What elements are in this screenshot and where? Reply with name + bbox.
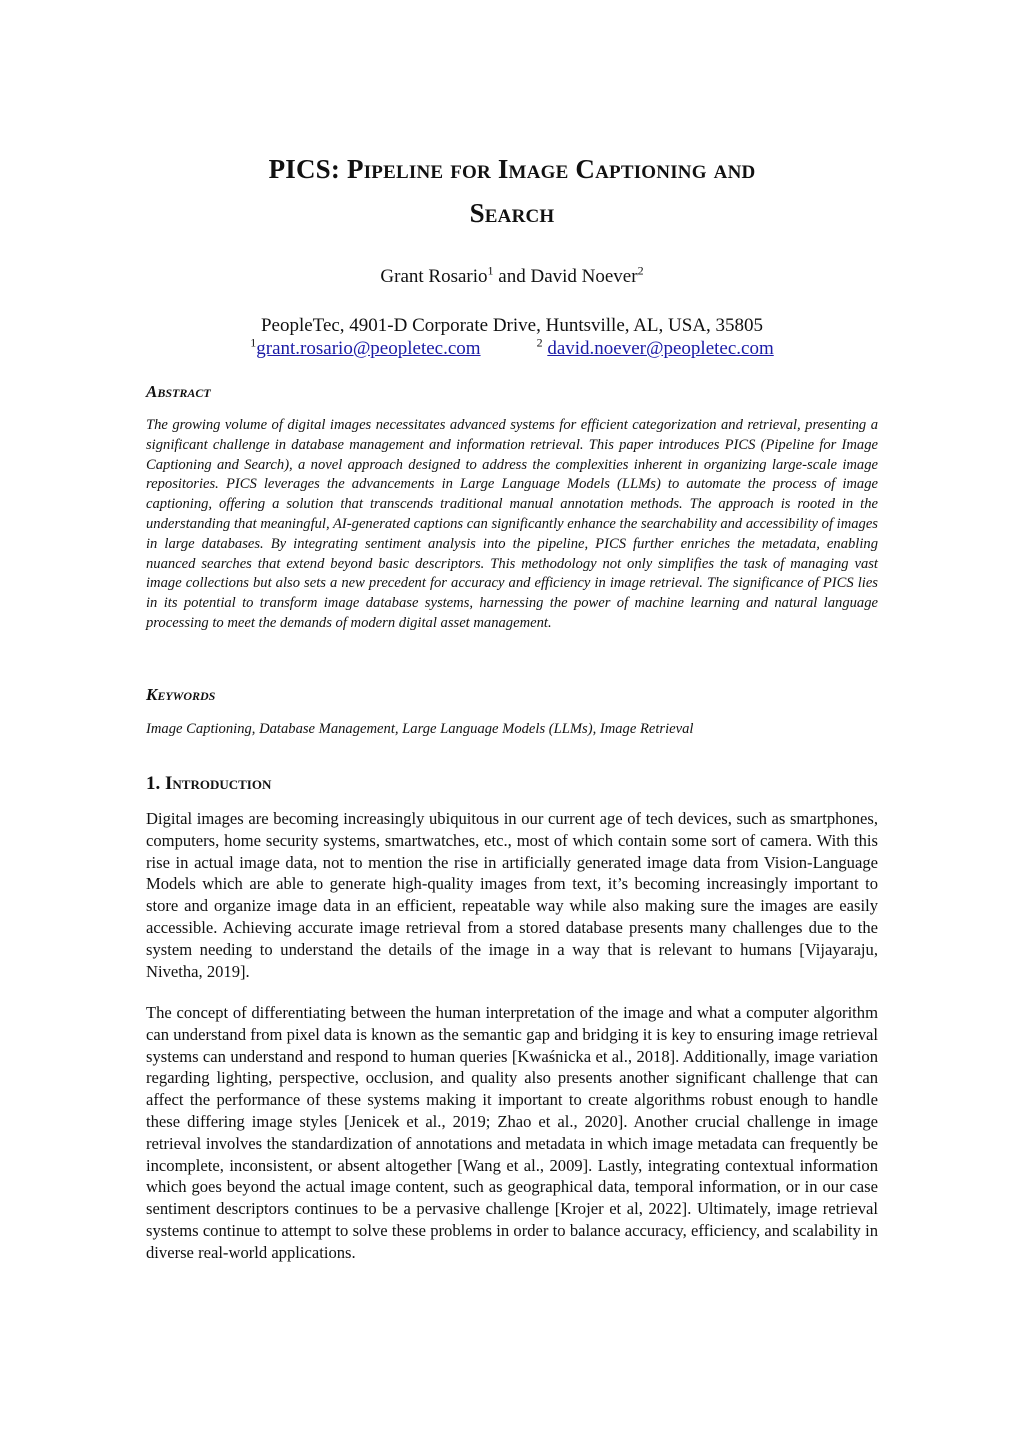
title-line-1: PICS: Pipeline for Image Captioning and [268, 154, 756, 184]
author-join: and [493, 266, 531, 287]
email-2-link[interactable]: david.noever@peopletec.com [547, 338, 774, 359]
email-line [0, 337, 1024, 361]
intro-paragraph-2: The concept of differentiating between the human interpretation of the image and what a computer algorithm can understand from pixel data is known as the semantic gap and bridging it is key to ensuring image retrieval systems can understand and respond to human queries [Kwaśnicka et al., 2018]. Additionally, image variation regarding lighting, perspective, occlusion, and quality also presents another significant challenge that can affect the performance of these systems making it important to create algorithms robust enough to handle these differing image styles [Jenicek et al., 2019; Zhao et al., 2020]. Another crucial challenge in image retrieval involves the standardization of annotations and metadata in which image metadata can frequently be incomplete, inconsistent, or absent altogether [Wang et al., 2009]. Lastly, integrating contextual information which goes beyond the actual image content, such as geographical data, temporal information, or in our case sentiment descriptors continues to be a pervasive challenge [Krojer et al, 2022]. Ultimately, image retrieval systems continue to attempt to solve these problems in order to balance accuracy, efficiency, and scalability in diverse real-world applications. [146, 1003, 878, 1262]
email-1-mark: 1 [250, 335, 257, 350]
author-1-affil-mark: 1 [487, 263, 494, 278]
author-line [0, 263, 1024, 288]
author-1: Grant Rosario [380, 266, 488, 287]
author-2-affil-mark: 2 [637, 263, 644, 278]
keywords-text: Image Captioning, Database Management, Large Language Models (LLMs), Image Retrieval [146, 721, 694, 737]
email-1-link[interactable]: grant.rosario@peopletec.com [256, 338, 481, 359]
introduction-heading: 1. Introduction [146, 773, 272, 794]
paper-title [120, 147, 904, 235]
author-2: David Noever [530, 266, 638, 287]
keywords-heading: Keywords [146, 685, 216, 704]
abstract-text: The growing volume of digital images necessitates advanced systems for efficient categorization and retrieval, presenting a significant challenge in database management and information retrieval. This paper introduces PICS (Pipeline for Image Captioning and Search), a novel approach designed to address the complexities inherent in organizing large-scale image repositories. PICS leverages the advancements in Large Language Models (LLMs) to automate the process of image captioning, offering a solution that transcends traditional manual annotation methods. The approach is rooted in the understanding that meaningful, AI-generated captions can significantly enhance the searchability and accessibility of images in large databases. By integrating sentiment analysis into the pipeline, PICS further enriches the metadata, enabling nuanced searches that extend beyond basic descriptors. This methodology not only simplifies the task of managing vast image collections but also sets a new precedent for accuracy and efficiency in image retrieval. The significance of PICS lies in its potential to transform image database systems, harnessing the power of machine learning and natural language processing to meet the demands of modern digital asset management. [146, 417, 878, 631]
email-2-mark: 2 [536, 335, 543, 350]
affiliation: PeopleTec, 4901-D Corporate Drive, Huntsville, AL, USA, 35805 [260, 315, 764, 336]
abstract-heading: Abstract [146, 382, 211, 401]
intro-paragraph-1: Digital images are becoming increasingly ubiquitous in our current age of tech devices, such as smartphones, computers, home security systems, smartwatches, etc., most of which contain some sort of camera. With this rise in actual image data, not to mention the rise in artificially generated image data from Vision-Language Models which are able to generate high-quality images from text, it’s becoming increasingly important to store and organize image data in an efficient, repeatable way while also making sure the images are easily accessible. Achieving accurate image retrieval from a stored database presents many challenges due to the system needing to understand the details of the image in a way that is relevant to humans [Vijayaraju, Nivetha, 2019]. [146, 809, 878, 981]
title-line-2: Search [469, 198, 555, 228]
